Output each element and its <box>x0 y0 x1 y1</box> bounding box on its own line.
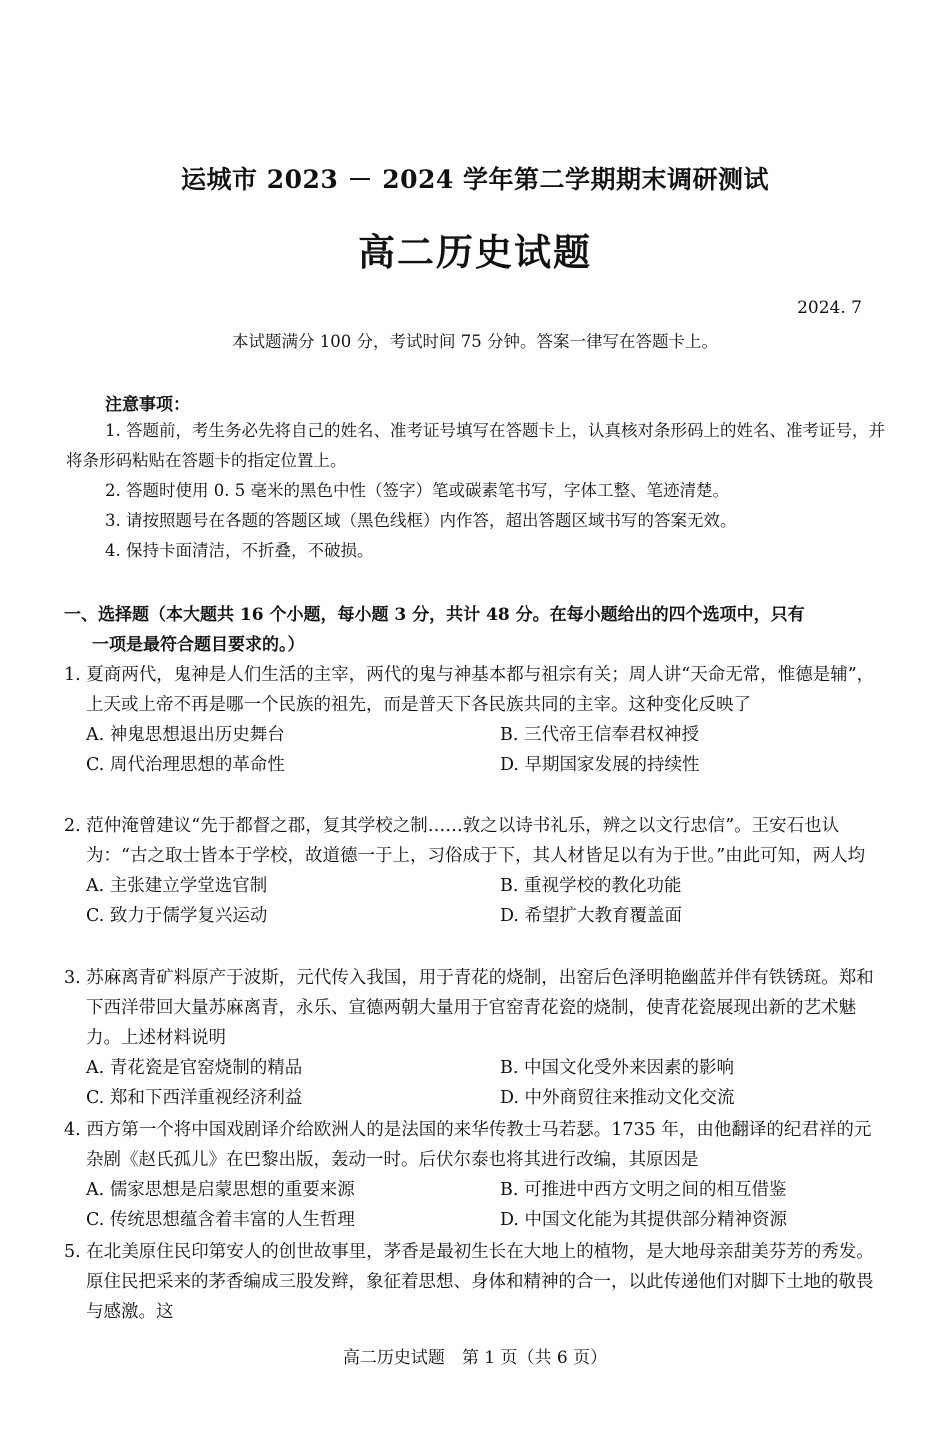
option-a[interactable]: A. 神鬼思想退出历史舞台 <box>86 725 285 745</box>
question-2 <box>64 811 888 931</box>
option-b[interactable]: B. 可推进中西方文明之间的相互借鉴 <box>500 1180 787 1200</box>
option-a[interactable]: A. 青花瓷是官窑烧制的精品 <box>86 1058 303 1078</box>
question-options <box>64 1053 888 1113</box>
question-options <box>64 720 888 780</box>
notice-item: 2. 答题时使用 0. 5 毫米的黑色中性（签字）笔或碳素笔书写，字体工整、笔迹清楚。 <box>105 481 729 500</box>
notice-item: 1. 答题前，考生务必先将自己的姓名、准考证号填写在答题卡上，认真核对条形码上的姓名、准考证号，并将条形码粘贴在答题卡的指定位置上。 <box>66 421 885 470</box>
option-b[interactable]: B. 中国文化受外来因素的影响 <box>500 1058 734 1078</box>
question-stem: 5. 在北美原住民印第安人的创世故事里，茅香是最初生长在大地上的植物，是大地母亲甜美芬芳的秀发。原住民把采来的茅香编成三股发辫，象征着思想、身体和精神的合一，以此传递他们对脚下土地的敬畏与感激。这 <box>64 1242 874 1322</box>
notice-heading: 注意事项： <box>105 395 190 415</box>
notice-item: 4. 保持卡面清洁，不折叠，不破损。 <box>105 541 374 560</box>
option-d[interactable]: D. 希望扩大教育覆盖面 <box>500 906 683 926</box>
page-footer: 高二历史试题 第 1 页（共 6 页） <box>342 1348 608 1368</box>
option-c[interactable]: C. 传统思想蕴含着丰富的人生哲理 <box>86 1210 355 1230</box>
question-5 <box>64 1237 888 1327</box>
option-d[interactable]: D. 早期国家发展的持续性 <box>500 755 700 775</box>
question-stem: 1. 夏商两代，鬼神是人们生活的主宰，两代的鬼与神基本都与祖宗有关；周人讲“天命无常，惟德是辅”，上天或上帝不再是哪一个民族的祖先，而是普天下各民族共同的主宰。这种变化反映了 <box>64 665 875 715</box>
question-stem: 4. 西方第一个将中国戏剧译介给欧洲人的是法国的来华传教士马若瑟。1735 年，由他翻译的纪君祥的元杂剧《赵氏孤儿》在巴黎出版，轰动一时。后伏尔泰也将其进行改编，其原因是 <box>64 1120 872 1170</box>
subject-title: 高二历史试题 <box>358 230 592 274</box>
notice-item: 3. 请按照题号在各题的答题区域（黑色线框）内作答，超出答题区域书写的答案无效。 <box>105 511 737 530</box>
section-heading-line2: 一项是最符合题目要求的。） <box>92 635 305 655</box>
option-c[interactable]: C. 郑和下西洋重视经济利益 <box>86 1088 303 1108</box>
option-b[interactable]: B. 三代帝王信奉君权神授 <box>500 725 699 745</box>
option-a[interactable]: A. 主张建立学堂选官制 <box>86 876 268 896</box>
option-a[interactable]: A. 儒家思想是启蒙思想的重要来源 <box>86 1180 355 1200</box>
question-stem: 3. 苏麻离青矿料原产于波斯，元代传入我国，用于青花的烧制，出窑后色泽明艳幽蓝并伴有铁锈斑。郑和下西洋带回大量苏麻离青，永乐、宣德两朝大量用于官窑青花瓷的烧制，使青花瓷展现出新的艺术魅力。上述材料说明 <box>64 968 874 1048</box>
question-3 <box>64 963 888 1113</box>
option-d[interactable]: D. 中国文化能为其提供部分精神资源 <box>500 1210 788 1230</box>
question-stem: 2. 范仲淹曾建议“先于都督之郡，复其学校之制……敦之以诗书礼乐，辨之以文行忠信”。王安石也认为：“古之取士皆本于学校，故道德一于上，习俗成于下，其人材皆足以有为于世。”由此可知，两人均 <box>64 816 866 866</box>
section-heading-line1: 一、选择题（本大题共 16 个小题，每小题 3 分，共计 48 分。在每小题给出的四个选项中，只有 <box>64 605 805 625</box>
exam-date: 2024. 7 <box>797 298 862 318</box>
section-heading <box>64 600 888 660</box>
notice-list <box>66 416 886 566</box>
exam-intro: 本试题满分 100 分，考试时间 75 分钟。答案一律写在答题卡上。 <box>232 332 718 351</box>
option-d[interactable]: D. 中外商贸往来推动文化交流 <box>500 1088 735 1108</box>
option-c[interactable]: C. 周代治理思想的革命性 <box>86 755 285 775</box>
question-options <box>64 871 888 931</box>
option-b[interactable]: B. 重视学校的教化功能 <box>500 876 682 896</box>
exam-title: 运城市 2023 － 2024 学年第二学期期末调研测试 <box>181 165 769 194</box>
question-1 <box>64 660 888 780</box>
question-options <box>64 1175 888 1235</box>
option-c[interactable]: C. 致力于儒学复兴运动 <box>86 906 268 926</box>
question-4 <box>64 1115 888 1235</box>
